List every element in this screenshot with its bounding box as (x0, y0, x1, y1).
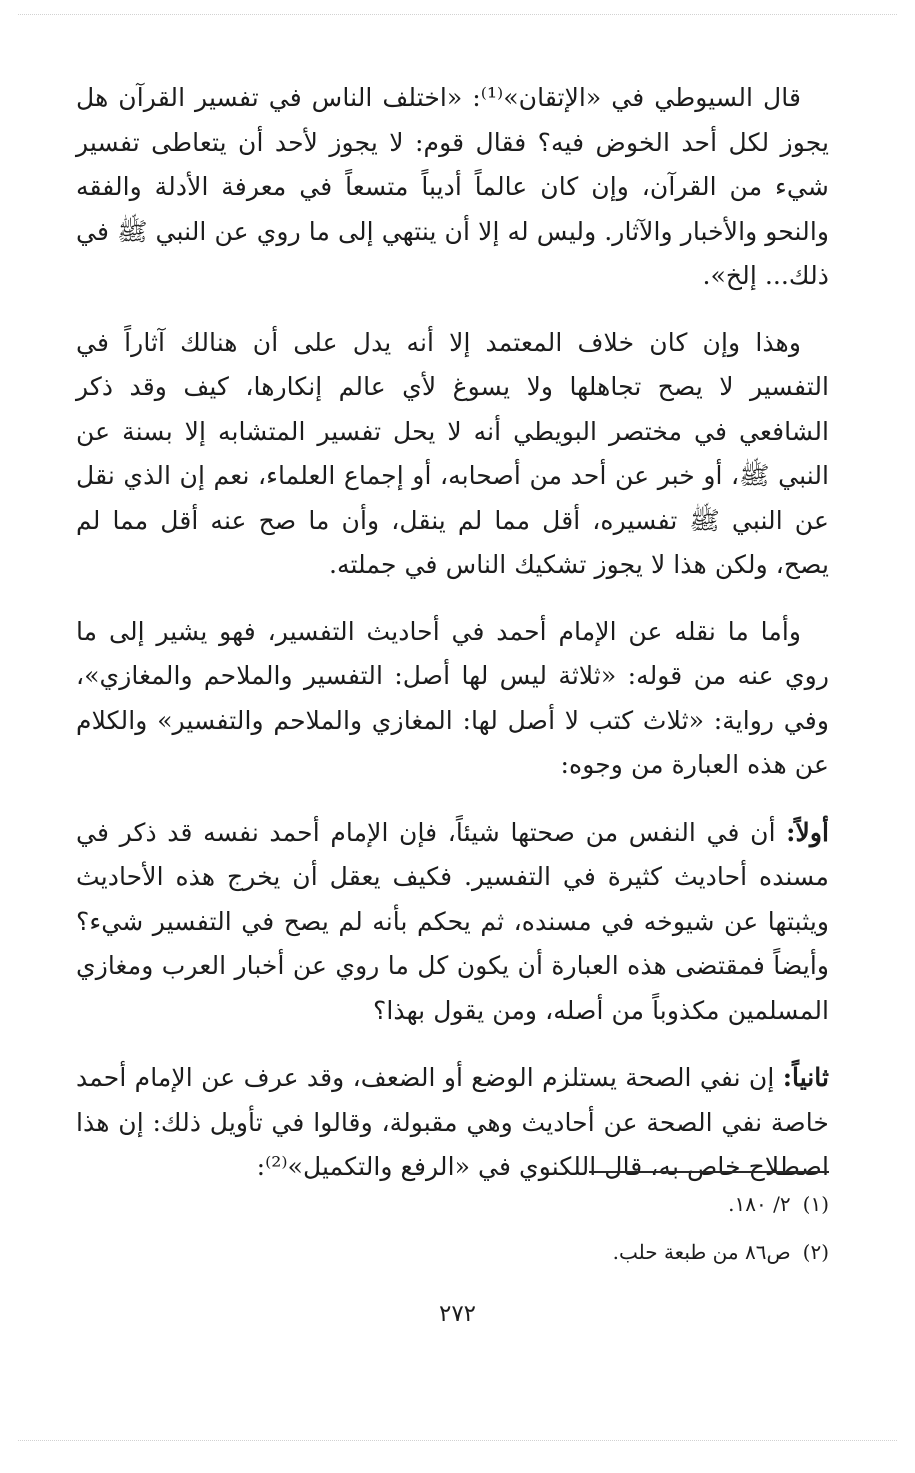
paragraph-text: وهذا وإن كان خلاف المعتمد إلا أنه يدل على أن هنالك آثاراً في التفسير لا يصح تجاهلها ولا يسوغ لأي عالم إنكارها، كيف وقد ذكر الشافعي في مختصر البويطي أنه لا يحل تفسير المتشابه إلا بسنة عن النبي ﷺ، أو خبر عن أحد من أصحابه، أو إجماع العلماء، نعم إن الذي نقل عن النبي ﷺ تفسيره، أقل مما لم ينقل، وأن ما صح عنه أقل مما لم يصح، ولكن هذا لا يجوز تشكيك الناس في جملته. (76, 327, 829, 579)
paragraph-first-point (76, 810, 829, 1034)
paragraph-athar-in-tafsir (76, 321, 829, 588)
page-number: ٢٧٢ (438, 1301, 477, 1327)
paragraph-suyuti-quote (76, 76, 829, 299)
paragraph-text: إن نفي الصحة يستلزم الوضع أو الضعف، وقد عرف عن الإمام أحمد خاصة نفي الصحة عن أحاديث وهي مقبولة، وقالوا في تأويل ذلك: إن هذا اصطلاح خاص به، قال اللكنوي في «الرفع والتكميل»⁽²⁾: (76, 1063, 829, 1181)
footnote-text: ٢/ ١٨٠. (728, 1192, 791, 1216)
footnote-2 (76, 1228, 829, 1276)
footnotes (76, 1180, 829, 1276)
paragraph-text: أن في النفس من صحتها شيئاً، فإن الإمام أحمد نفسه قد ذكر في مسنده أحاديث كثيرة في التفسير. فكيف يعقل أن يخرج هذه الأحاديث ويثبتها عن شيوخه في مسنده، ثم يحكم بأنه لم يصح في التفسير شيء؟ وأيضاً فمقتضى هذه العبارة أن يكون كل ما روي عن أخبار العرب ومغازي المسلمين مكذوباً من أصله، ومن يقول بهذا؟ (76, 817, 829, 1025)
scan-edge-bottom (18, 1440, 897, 1441)
main-text (76, 76, 829, 1190)
paragraph-lead-second: ثانياً: (782, 1062, 829, 1092)
footnote-number: (٢) (802, 1240, 829, 1264)
footnote-text: ص٨٦ من طبعة حلب. (612, 1240, 791, 1264)
paragraph-lead-first: أولاً: (786, 816, 829, 847)
footnote-number: (١) (802, 1192, 829, 1216)
paragraph-text: وأما ما نقله عن الإمام أحمد في أحاديث التفسير، فهو يشير إلى ما روي عنه من قوله: «ثلاثة ليس لها أصل: التفسير والملاحم والمغازي»، وفي رواية: «ثلاث كتب لا أصل لها: المغازي والملاحم والتفسير» والكلام عن هذه العبارة من وجوه: (76, 616, 829, 779)
footnote-1 (76, 1180, 829, 1228)
footnote-separator (589, 1171, 829, 1173)
paragraph-second-point (76, 1055, 829, 1190)
scan-edge-top (18, 14, 897, 15)
paragraph-text: قال السيوطي في «الإتقان»⁽¹⁾: «اختلف الناس في تفسير القرآن هل يجوز لكل أحد الخوض فيه؟ فقال قوم: لا يجوز لأحد أن يتعاطى تفسير شيء من القرآن، وإن كان عالماً أديباً متسعاً في معرفة الأدلة والفقه والنحو والأخبار والآثار. وليس له إلا أن ينتهي إلى ما روي عن النبي ﷺ في ذلك... إلخ». (76, 83, 829, 290)
paragraph-imam-ahmad (76, 610, 829, 788)
